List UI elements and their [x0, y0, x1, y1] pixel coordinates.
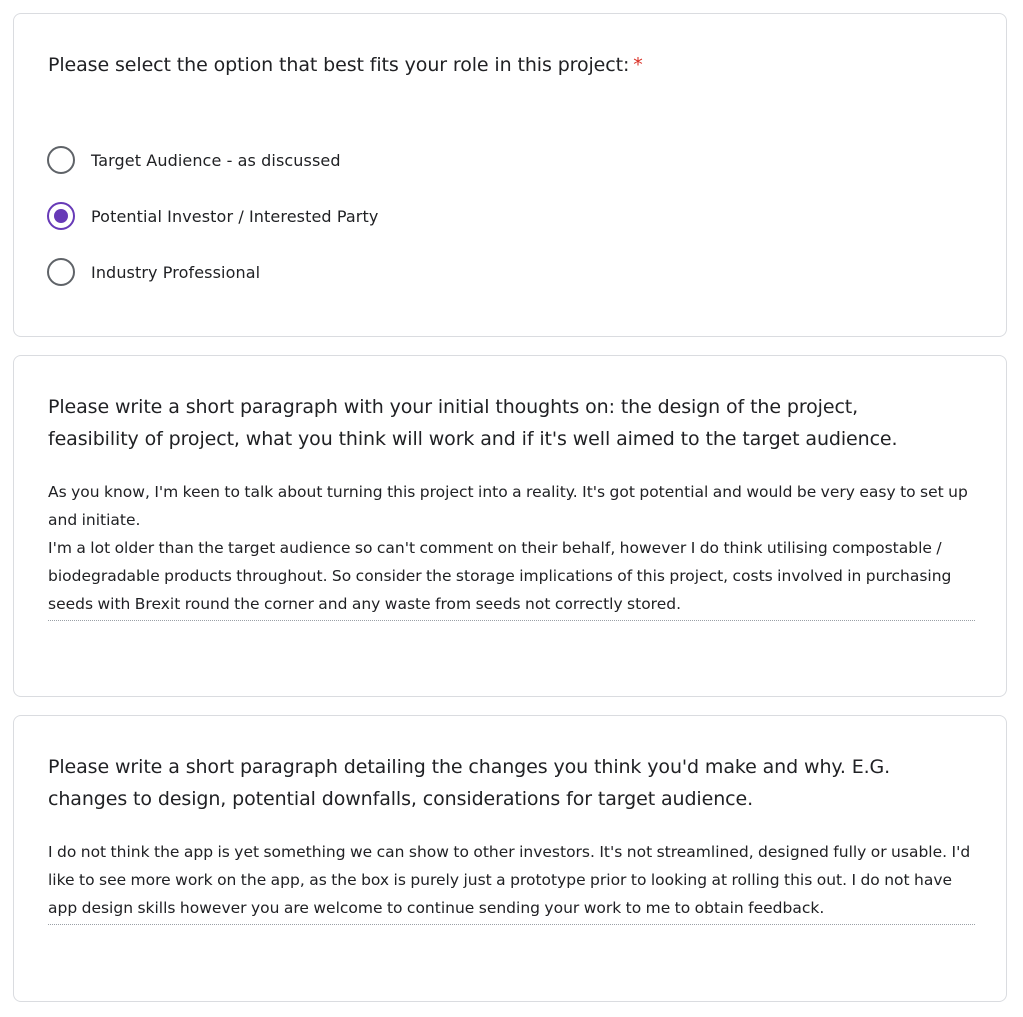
question-card-role: [13, 13, 1007, 337]
radio-checked-icon[interactable]: [47, 202, 75, 230]
question-title-text: Please select the option that best fits your role in this project:: [48, 54, 630, 76]
radio-option-label: Industry Professional: [91, 262, 261, 282]
answer-paragraph: I'm a lot older than the target audience so can't comment on their behalf, however I do think utilising compostable / biodegradable products throughout. So consider the storage implications of this project, costs involved in purchasing seeds with Brexit round the corner and any waste from seeds not correctly stored.: [48, 539, 952, 613]
radio-unchecked-icon[interactable]: [47, 146, 75, 174]
radio-group-role: [47, 132, 378, 300]
question-card-changes: [13, 715, 1007, 1002]
question-title-role: [48, 49, 976, 81]
answer-paragraph: As you know, I'm keen to talk about turning this project into a reality. It's got potential and would be very easy to set up and initiate.: [48, 483, 968, 529]
answer-textarea-changes[interactable]: [48, 838, 975, 925]
question-title-initial-thoughts: [48, 391, 976, 455]
radio-option-target-audience[interactable]: [47, 132, 378, 188]
question-title-line: changes to design, potential downfalls, considerations for target audience.: [48, 788, 754, 810]
question-title-line: Please write a short paragraph with your initial thoughts on: the design of the project,: [48, 396, 859, 418]
question-card-initial-thoughts: [13, 355, 1007, 697]
required-asterisk: *: [633, 54, 643, 76]
answer-paragraph: I do not think the app is yet something we can show to other investors. It's not streamlined, designed fully or usable. I'd like to see more work on the app, as the box is purely just a prototype prior to looking at rolling this out. I do not have app design skills however you are welcome to continue sending your work to me to obtain feedback.: [48, 843, 971, 917]
radio-option-potential-investor[interactable]: [47, 188, 378, 244]
question-title-changes: [48, 751, 976, 815]
question-title-line: feasibility of project, what you think will work and if it's well aimed to the target audience.: [48, 428, 898, 450]
radio-option-label: Target Audience - as discussed: [91, 150, 341, 170]
question-title-line: Please write a short paragraph detailing the changes you think you'd make and why. E.G.: [48, 756, 891, 778]
radio-option-industry-professional[interactable]: [47, 244, 378, 300]
radio-option-label: Potential Investor / Interested Party: [91, 206, 379, 226]
radio-unchecked-icon[interactable]: [47, 258, 75, 286]
radio-dot: [54, 209, 68, 223]
answer-textarea-initial-thoughts[interactable]: [48, 478, 975, 621]
